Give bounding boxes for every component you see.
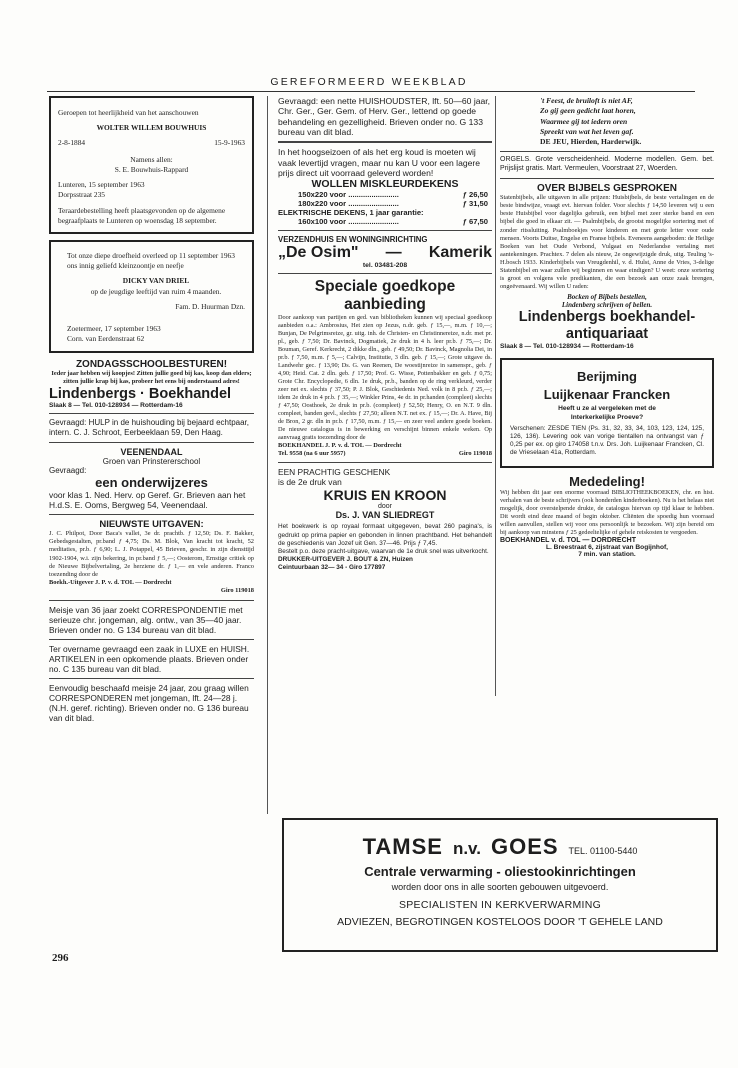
electric-blankets: ELEKTRISCHE DEKENS, 1 jaar garantie: [278,208,424,218]
ad-title: NIEUWSTE UITGAVEN: [99,519,204,531]
company-form: n.v. [452,839,481,858]
city: VEENENDAAL [120,446,183,457]
column-1 [49,96,254,723]
tamse-ad [282,818,718,952]
ad-intro: EEN PRACHTIG GESCHENK [278,467,391,478]
printer-address: Ceintuurbaan 32— 34 - Giro 177897 [278,564,386,572]
tagline-2: worden door ons in alle soorten gebouwen uitgevoerd. [391,882,609,892]
place-date: Zoetermeer, 17 september 1963 [67,324,161,334]
ad-title: OVER BIJBELS GESPROKEN [536,183,678,195]
company-town: Kamerik [428,244,492,262]
ad-text: J. C. Philpot, Door Baca's vallei, 3e dr. prachtb. ƒ 12,50; Ds. F. Bakker, Gebedsgestalten, pr.band ƒ 4,75; Ds. M. Blok, Van kracht tot kracht, 52 meditaties, pr.b. ƒ 6,90; L. J. Potappel, 45 Brieven, geschr. in zijn diensttijd 1902-1904, w.i. zijn bekering, in pr.band ƒ 5,—; Oosterom, Ernstige critiek op de Nieuwe Bijbelvertaling, 2e herziene dr. ƒ 1,— en vele anderen. Franco toezending door de [49,530,254,578]
correspondence-ad-1: Meisje van 36 jaar zoekt CORRESPONDENTIE met serieuze chr. jongeman, alg. ontw., van 35—40 jaar. Brieven onder no. G 134 bureau van dit blad. [49,604,243,635]
ad-text: Ieder jaar hebben wij koopjes! Zitten jullie goed bij kas, koop dan elders; zitten jullie krap bij kas, probeer het eens bij onderstaand adres! [51,369,252,385]
bookshop: BOEKHANDEL J. P. v. d. TOL — Dordrecht [278,441,402,449]
zondagsschool-ad [49,359,254,409]
tagline: Centrale verwarming - oliestookinrichtingen [364,864,636,879]
notice-intro: Tot onze diepe droefheid overleed op 11 september 1963 ons innig geliefd kleinzoontje en neefje [67,250,235,271]
column-rule-2 [495,96,496,696]
publisher: Boekh.-Uitgever J. P. v. d. TOL — Dordrecht [49,579,172,587]
signer: S. E. Bouwhuis-Rappard [114,164,189,174]
author: Ds. J. VAN SLIEDREGT [335,510,435,521]
dash: — [385,244,402,262]
poem-line: Spreekt van wat het leven gaf. [540,126,634,136]
price: ƒ 26,50 [462,190,488,200]
column-2 [278,96,492,572]
ad-text: Door aankoop van partijen en ged. van bibliotheken kunnen wij speciaal goedkoop aanbieden o.a.: Ambrosius, Het zien op Jezus, n.dr. geb. ƒ 15,—, m.m. ƒ 10,—; Bunjan, De Pelgrimsreize, gr. uitg. inh. de Christen- en Christinnereize, n.dr. met pr. pl., geb. ƒ 7,50; Dr. Bavinck, Dogmatiek, 2e druk in 4 h. leer pr.b. ƒ 75,—; Dr. Bouman, Geref. Kerkrecht, 2 dikke dln., geb. ƒ 49,50; Dr. Bavinck, Magnolia Dei, in pr.b. ƒ 7,50, m.m. ƒ 5,—; Calvijn, Institutie, 3 dln. geb. ƒ 15,—; Grote uitgave ds. Landwehr gec. ƒ 13,90; Ds. G. van Reenen, De woestijnreize in samenspr., geb. ƒ 4,90; Heid. Cat. 2 dln. geb. ƒ 17,50; Prof. G. Wisse, Pottenbakker en geb. ƒ 0,75; Grote Chr. Encyclopedie, 6 dln. 1e druk, pr.b., banden op de ring verkleurd, verder zeer net ex. slechts ƒ 37,50; P. J. Blok, Geschiedenis Ned. volk in 8 pr.b. ƒ 25,—; idem 2e druk in 4 pr.b. ƒ 35,—; Winkler Prins, 4e dr. in pr.handen (compleet) slechts ƒ 47,50; Oosthoek, 2e druk in pr.b. (compleet) ƒ 52,50; Henry, O. en N.T. 9 dln. compleet, banden gevl., slechts ƒ 27,50; alleen N.T. net ex. ƒ 15,—; Dr. A. Have, Bij de Bron, 2 gr. dln in pr.b. ƒ 17,50, m.m. ƒ 15,— en zeer veel andere goede boeken. De nieuwe catalogus is in bewerking en verschijnt binnen enkele weken. Op aanvraag gratis toezending door de [278,313,492,441]
orgels-ad: ORGELS. Grote verscheidenheid. Moderne modellen. Gem. bet. Prijslijst gratis. Mart. Vermeulen, Voorstraat 27, Woerden. [500,156,714,173]
ad-title: Mededeling! [569,473,645,489]
de-jeu-poem [500,96,714,147]
kruis-en-kroon-ad [278,467,492,572]
price: ƒ 67,50 [462,217,488,227]
address-2: 7 min. van station. [578,550,636,558]
by: door [377,503,392,511]
company-town: GOES [490,834,559,859]
shop-address: Slaak 8 — Tel. 010-128934 — Rotterdam-16 [49,401,183,409]
advice-line: Bocken of Bijbels bestellen, [567,293,647,302]
help-wanted-ad: Gevraagd: HULP in de huishouding bij bejaard echtpaar, intern. C. J. Schroot, Eerbeeklaan 59, Den Haag. [49,417,249,437]
column-rule-1 [267,96,268,814]
price-label: 180x220 voor ........................ [298,199,399,209]
page-header: GEREFORMEERD WEEKBLAD [270,76,468,88]
ad-title-2: Luijkenaar Francken [543,386,671,402]
on-behalf: Namens allen: [130,154,173,164]
ad-intro-2: is de 2e druk van [278,477,342,488]
speciale-aanbieding-ad [278,278,492,458]
giro: Giro 119018 [220,587,254,595]
poem-line: 't Feest, de bruiloft is niet AF, [540,96,633,105]
shop-takeover-ad: Ter overname gevraagd een zaak in LUXE en HUISH. ARTIKELEN in een opkomende plaats. Brieven onder no. C 135 bureau van dit blad. [49,643,250,674]
housekeeper-ad: Gevraagd: een nette HUISHOUDSTER, lft. 50—60 jaar, Chr. Ger., Ger. Gem. of Herv. Ger., lettend op goede behandeling en gezelligheid. Brieven onder no. G 133 bureau van dit blad. [278,96,491,137]
advice-line: ADVIEZEN, BEGROTINGEN KOSTELOOS DOOR 'T GEHELE LAND [337,916,663,928]
ad-text: Statenbijbels, alle uitgaven in alle prijzen: Huisbijbels, de beste vertalingen en de beste bindwijze, vraagt evt. hiervan folder. Voor slechts ƒ 14,50 leveren wij u een beste Huisbijbel voor dagelijks gebruik, een bijbel met zeer sterke band en een bijbel die goed in elkaar zit. — Psalmbijbels, de grootst mogelijke sortering met of zonder ritssluiting. Psalmboekjes voor kinderen en met grote letter voor oude mensen. Voorts Duitse, Engelse en Franse bijbels. Eveneens aangeboden: de Heilige Boeken van het Oude Verbond, Vulgaat en Nederlandse vertaling met aantekeningen. Prachtex. 7 delen als nieuw, 2e ongewijzigde druk, uitg. Teuling 's-H.bosch 1933. Kinderbijbels van Vreugdenhil, v. d. Hulst, Anne de Vries, 3-delige Statenbijbel en waar zullen wij beginnen en waar eindigen? U weet: onze sortering is groot en volgens vele predikanten, die een bezoek aan onze zaak brengen, ongeëvenaard. Wij willen U raden: [500,194,714,291]
place-date: Lunteren, 15 september 1963 [58,180,145,190]
ad-text: Verschenen: ZESDE TIEN (Ps. 31, 32, 33, 34, 103, 123, 124, 125, 126, 136). Levering ook van vorige tientallen na ontvangst van ƒ 0,25 per ex. op giro 174058 t.n.v. Drs. Joh. Luijkenaar Francken, Cl. de Vrieselaan 41a, Rotterdam. [510,424,704,457]
street: Corn. van Eerdenstraat 62 [67,334,145,344]
shop-name: Lindenbergs boekhandel-antiquariaat [518,309,696,343]
birth-date: 2-8-1884 [58,138,86,148]
veenendaal-ad [49,447,254,510]
notice-intro: Geroepen tot heerlijkheid van het aanschouwen [58,108,199,117]
ad-title: Berijming [577,368,637,384]
job-title: een onderwijzeres [95,474,208,490]
book-title: KRUIS EN KROON [323,487,447,504]
ad-subtitle-2: Interkerkelijke Proeve? [570,413,644,421]
advice-line: Lindenberg schrijven of bellen. [561,301,653,310]
column-3 [500,96,714,558]
company-name: „De Osim" [278,244,359,262]
poem-line: Zo gij geen gedicht laat horen, [540,106,636,116]
ad-text: Het boekwerk is op royaal formaat uitgegeven, bevat 260 pagina's, is gedrukt op prima papier en gebonden in linnen prachtband. Het behandelt de geschiedenis van Jozef uit Gen. 37—46. Prijs ƒ 7,45. [278,523,492,547]
age-text: op de jeugdige leeftijd van ruim 4 maanden. [90,286,222,296]
death-notice-van-driel [49,240,254,353]
school: Groen van Prinstererschool [102,456,201,466]
mededeling-ad [500,474,714,558]
deceased-name: DICKY VAN DRIEL [122,276,190,286]
ad-intro: In het hoogseizoen of als het erg koud is moeten wij vaak levertijd vragen, maar nu kan U voor een lagere prijs direct uit voorraad geleverd worden! [278,147,481,178]
death-notice-bouwhuis [49,96,254,234]
poem-line: Waarmee gij tot iedern oren [540,116,628,126]
bijbels-ad [500,183,714,350]
ad-text: Wij hebben dit jaar een enorme voorraad BIBLIOTHEEKBOEKEN, chr. en hist. verhalen van de beste schrijvers (ook honderden kinderboeken). Nu is het helaas niet mogelijk, door overstelpende drukte, de catalogus hiervan op tijd klaar te hebben. Dit wordt eind deze maand of begin oktober. Cliënten die spoedig hun voorraad willen aanvullen, stellen wij voor ons persoonlijk te bezoeken. Wij zijn bereid om bij aankoop van minstens ƒ 25 gedeeltelijke of gehele reiskosten te vergoeden. [500,488,714,536]
price-label: 160x100 voor ........................ [298,217,399,227]
specialty: SPECIALISTEN IN KERKVERWARMING [398,899,602,911]
shop-address: Slaak 8 — Tel. 010-128934 — Rotterdam-16 [500,342,634,350]
page-number: 296 [52,952,69,964]
deceased-name: WOLTER WILLEM BOUWHUIS [96,123,207,133]
printer: DRUKKER-UITGEVER J. BOUT & ZN, Huizen [278,556,413,564]
shop-name: Lindenbergs · Boekhandel [49,385,232,402]
death-date: 15-9-1963 [214,138,245,148]
nieuwste-uitgaven-ad [49,519,254,596]
giro: Giro 119018 [458,450,492,457]
company-type: VERZENDHUIS EN WONINGINRICHTING [278,235,428,245]
phone: tel. 03481-208 [362,262,408,270]
street: Dorpsstraat 235 [58,190,106,200]
ad-title: ZONDAGSSCHOOLBESTUREN! [75,358,228,370]
phone: Tel. 9558 (na 6 uur 5957) [278,450,346,457]
phone: TEL. 01100-5440 [568,846,638,856]
company-name: TAMSE [362,834,443,859]
osim-ad [278,147,492,269]
product-title: WOLLEN MISKLEURDEKENS [311,178,459,191]
asked: Gevraagd: [49,465,87,475]
family: Fam. D. Huurman Dzn. [175,301,245,311]
poem-line: DE JEU, Hierden, Harderwijk. [540,137,642,146]
bookshop: BOEKHANDEL v. d. TOL — DORDRECHT [500,536,636,544]
ad-subtitle: Heeft u ze al vergeleken met de [558,404,656,412]
price: ƒ 31,50 [462,199,488,209]
berijming-ad [500,358,714,468]
ad-text: voor klas 1. Ned. Herv. op Geref. Gr. Brieven aan het H.d.S. E. Ooms, Bergweg 54, Veenendaal. [49,489,246,510]
address: L. Breestraat 6, zijstraat van Bogijnhof, [545,543,668,551]
ad-title: Speciale goedkope aanbieding [314,278,456,313]
correspondence-ad-2: Eenvoudig beschaafd meisje 24 jaar, zou graag willen CORRESPONDEREN met jongeman, lft. 24—28 j. (N.H. geref. richting). Brieven onder no. G 136 bureau van dit blad. [49,683,249,724]
price-label: 150x220 voor ........................ [298,190,399,200]
header-rule [47,91,695,92]
order-text: Bestelt p.o. deze pracht-uitgave, waarvan de 1e druk snel was uitverkocht. [278,547,489,555]
funeral-info: Teraardebestelling heeft plaatsgevonden op de algemene begraafplaats te Lunteren op woensdag 18 september. [58,205,226,225]
